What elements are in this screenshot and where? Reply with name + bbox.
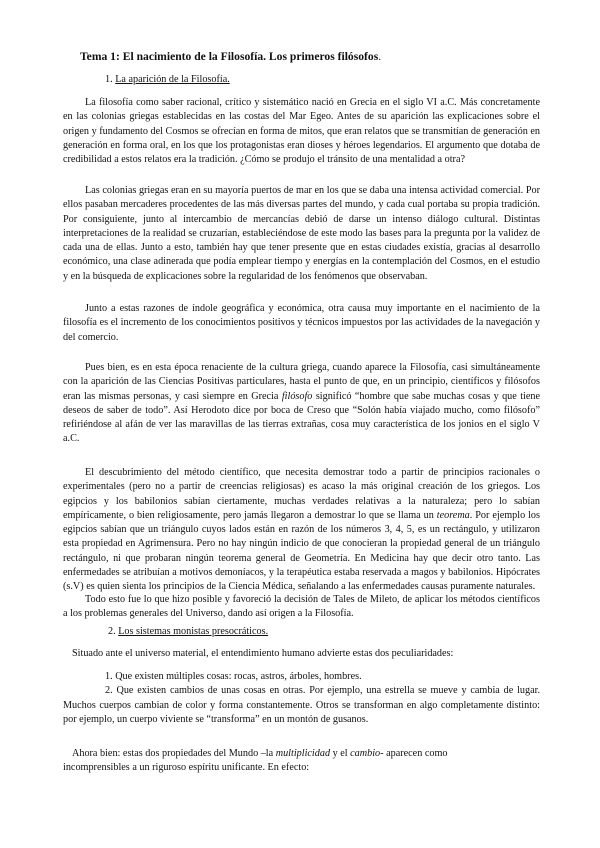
paragraph-tales: Todo esto fue lo que hizo posible y favoreció la decisión de Tales de Mileto, de aplicar los métodos científicos a los problemas generales del Universo, dando así origen a la Filosofía. — [63, 594, 540, 620]
list-item-change: 2. Que existen cambios de unas cosas en otras. Por ejemplo, una estrella se mueve y cambia de lugar. Muchos cuerpos cambian de color y forma constantemente. Otros se transforman en algo completamente distinto: por ejemplo, un cuerpo viviente se “transforma” en un montón de gusanos. — [63, 685, 540, 725]
paragraph-renaissance-text-b: significó “hombre que sabe muchas cosas y que tiene deseos de saber de todo”. Así Herodoto dice por boca de Creso que “Solón había viajado mucho, como filósofo” refiriéndose al afán de ver las maravillas de las tierras extrañas, cosa muy característica de los jonios en el siglo V a.C. — [63, 390, 540, 445]
paragraph-method-text-a: El descubrimiento del método científico, que necesita demostrar todo a partir de principios racionales o experimentales (pero no a partir de creencias religiosas) es acaso la más original creación de los griegos. Los egipcios y los babilonios sabían ciertamente, muchas verdades relativas a la naturaleza; pero lo sabían empíricamente, o bien religiosamente, pero jamás llegaron a demostrar lo que se llama un — [63, 467, 540, 521]
paragraph-however-text-b: y el — [330, 748, 351, 759]
section-1-heading — [105, 73, 230, 86]
section-2-label: Los sistemas monistas presocráticos. — [118, 626, 269, 637]
paragraph-method-text-b: . Por ejemplo los egipcios sabían que un triángulo cuyos lados están en razón de los números 3, 4, 5, es un rectángulo, y utilizaron esta propiedad en Agrimensura. Pero no hay ningún indicio de que conocieran la propiedad general de un triángulo rectángulo, ni que probaran ningún teorema general de Geometría. En Medicina hay que decir otro tanto. Las enfermedades se atribuían a motivos demoníacos, y la terapéutica estaba reservada a magos y babilonios. Hipócrates (s.V) es quien sienta los principios de la Ciencia Médica, señalando a las enfermedades causas puramente naturales. — [63, 509, 540, 593]
paragraph-knowledge: Junto a estas razones de índole geográfica y económica, otra causa muy importante en el nacimiento de la filosofía es el incremento de los conocimientos positivos y técnicos impuestos por las actividades de la navegación y del comercio. — [63, 303, 540, 343]
term-teorema: teorema — [436, 509, 470, 521]
paragraph-however — [72, 747, 447, 761]
paragraph-renaissance — [63, 361, 540, 447]
term-multiplicidad: multiplicidad — [275, 748, 331, 759]
paragraph-origin: La filosofía como saber racional, crítico y sistemático nació en Grecia en el siglo VI a.C. Más concretamente en las colonias griegas establecidas en las costas del Mar Egeo. Antes de su aparición las explicaciones sobre el origen y fundamento del Cosmos se ofrecían en forma de mitos, que eran relatos que se transmitían de generación en generación en forma oral, en los que los protagonistas eran dioses y héroes legendarios. El argumento que dotaba de credibilidad a estos relatos era la tradición. ¿Cómo se produjo el tránsito de una mentalidad a otra? — [63, 97, 540, 166]
section-2-heading — [108, 625, 268, 638]
term-filosofo: filósofo — [281, 390, 313, 402]
section-2-number: 2. — [108, 626, 116, 637]
paragraph-scientific-method — [63, 466, 540, 595]
document-title — [80, 50, 540, 64]
list-item-multiplicity: 1. Que existen múltiples cosas: rocas, astros, árboles, hombres. — [105, 671, 362, 682]
title-text: Tema 1: El nacimiento de la Filosofía. Los primeros filósofos — [80, 50, 379, 63]
section-1-label: La aparición de la Filosofía. — [115, 74, 230, 85]
term-cambio: cambio — [350, 748, 381, 759]
title-period: . — [378, 50, 382, 63]
paragraph-situation: Situado ante el universo material, el entendimiento humano advierte estas dos peculiaridades: — [72, 648, 454, 659]
paragraph-however-text-a: Ahora bien: estas dos propiedades del Mundo –la — [72, 748, 276, 759]
paragraph-colonies: Las colonias griegas eran en su mayoría puertos de mar en los que se daba una intensa actividad comercial. Por ellos pasaban mercaderes procedentes de las más diversas partes del mundo, y cada cual portaba su propia tradición. Por consiguiente, junto al intercambio de mercancías debió de darse un intenso diálogo cultural. Distintas interpretaciones de la realidad se cruzarían, estableciéndose de este modo las bases para la pregunta por la validez de cada una de ellas. Junto a esto, también hay que tener presente que en estas ciudades existía, gracias al desarrollo económico, una clase adinerada que podía emplear tiempo y energías en la contemplación del Cosmos, en el estudio y en la búsqueda de explicaciones sobre la regularidad de los fenómenos que observaban. — [63, 185, 540, 282]
peculiarities-list — [63, 670, 540, 727]
paragraph-however-line-2: incomprensibles a un riguroso espíritu unificante. En efecto: — [63, 762, 310, 773]
paragraph-however-text-c: - aparecen como — [380, 748, 448, 759]
section-1-number: 1. — [105, 74, 113, 85]
paragraph-renaissance-text-a: Pues bien, es en esta época renaciente de la cultura griega, cuando aparece la Filosofía, casi simultáneamente con la aparición de las Ciencias Positivas particulares, hasta el punto de que, en un principio, científicos y filósofos eran las mismas personas, y casi siempre en Grecia — [63, 362, 540, 402]
